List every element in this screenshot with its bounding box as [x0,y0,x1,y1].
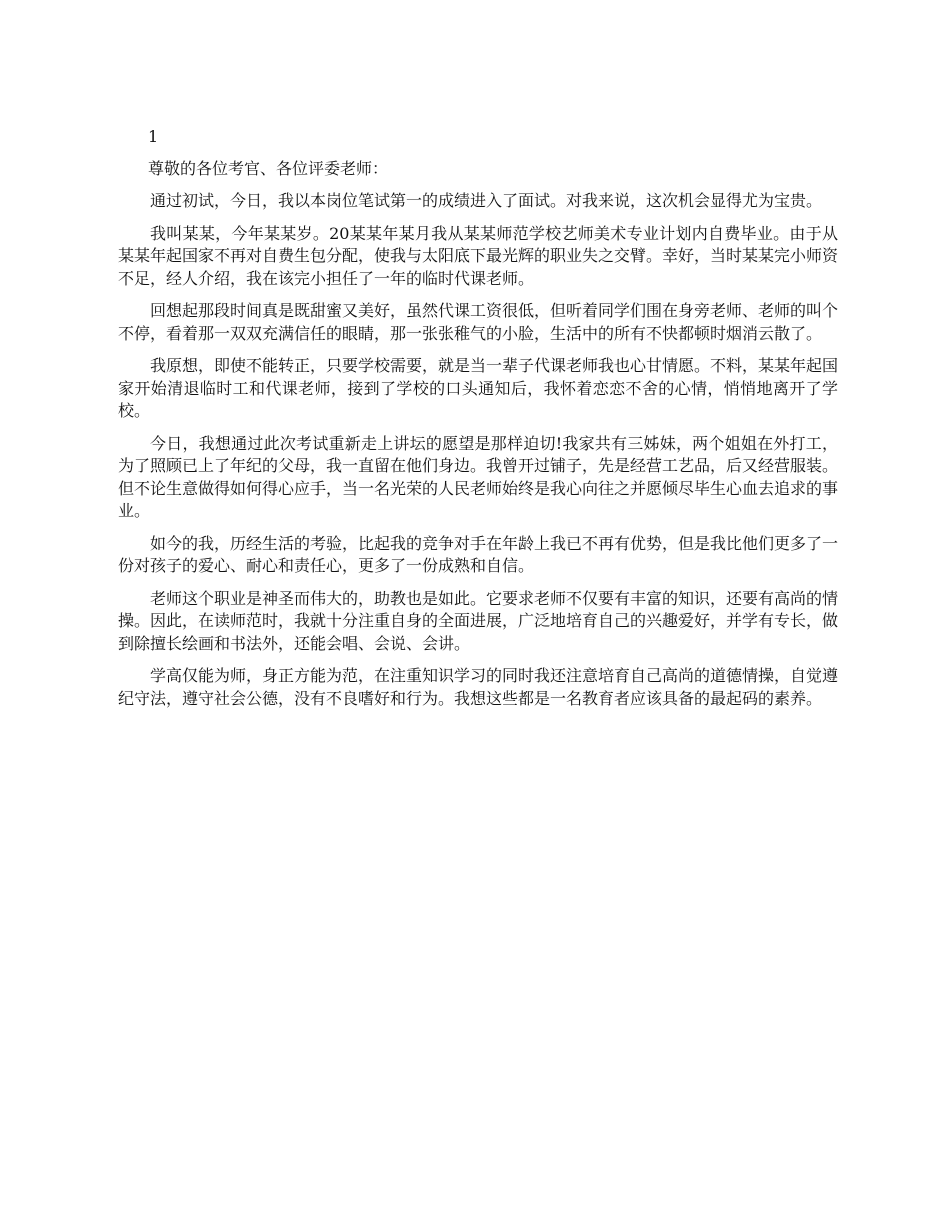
salutation: 尊敬的各位考官、各位评委老师： [148,159,389,178]
paragraph-6: 如今的我，历经生活的考验，比起我的竞争对手在年龄上我已不再有优势，但是我比他们更多了一份对孩子的爱心、耐心和责任心，更多了一份成熟和自信。 [118,533,839,575]
paragraph-5: 今日，我想通过此次考试重新走上讲坛的愿望是那样迫切!我家共有三姊妹，两个姐姐在外打工，为了照顾已上了年纪的父母，我一直留在他们身边。我曾开过铺子，先是经营工艺品，后又经营服装。但不论生意做得如何得心应手，当一名光荣的人民老师始终是我心向往之并愿倾尽毕生心血去追求的事业。 [118,433,839,520]
document-body [118,126,838,720]
paragraph-7: 老师这个职业是神圣而伟大的，助教也是如此。它要求老师不仅要有丰富的知识，还要有高尚的情操。因此，在读师范时，我就十分注重自身的全面进展，广泛地培育自己的兴趣爱好，并学有专长，做到除擅长绘画和书法外，还能会唱、会说、会讲。 [118,588,839,653]
paragraph-2: 我叫某某，今年某某岁。20某某年某月我从某某师范学校艺师美术专业计划内自费毕业。由于从某某年起国家不再对自费生包分配，使我与太阳底下最光辉的职业失之交臂。幸好，当时某某完小师资不足，经人介绍，我在该完小担任了一年的临时代课老师。 [118,223,839,288]
paragraph-3: 回想起那段时间真是既甜蜜又美好，虽然代课工资很低，但听着同学们围在身旁老师、老师的叫个不停，看着那一双双充满信任的眼睛，那一张张稚气的小脸，生活中的所有不快都顿时烟消云散了。 [118,301,839,343]
paragraph-8: 学高仅能为师，身正方能为范，在注重知识学习的同时我还注意培育自己高尚的道德情操，自觉遵纪守法，遵守社会公德，没有不良嗜好和行为。我想这些都是一名教育者应该具备的最起码的素养。 [118,666,839,708]
page-number: 1 [148,127,159,146]
paragraph-1: 通过初试，今日，我以本岗位笔试第一的成绩进入了面试。对我来说，这次机会显得尤为宝贵。 [150,191,823,210]
paragraph-4: 我原想，即使不能转正，只要学校需要，就是当一辈子代课老师我也心甘情愿。不料，某某年起国家开始清退临时工和代课老师，接到了学校的口头通知后，我怀着恋恋不舍的心情，悄悄地离开了学校。 [118,356,839,420]
